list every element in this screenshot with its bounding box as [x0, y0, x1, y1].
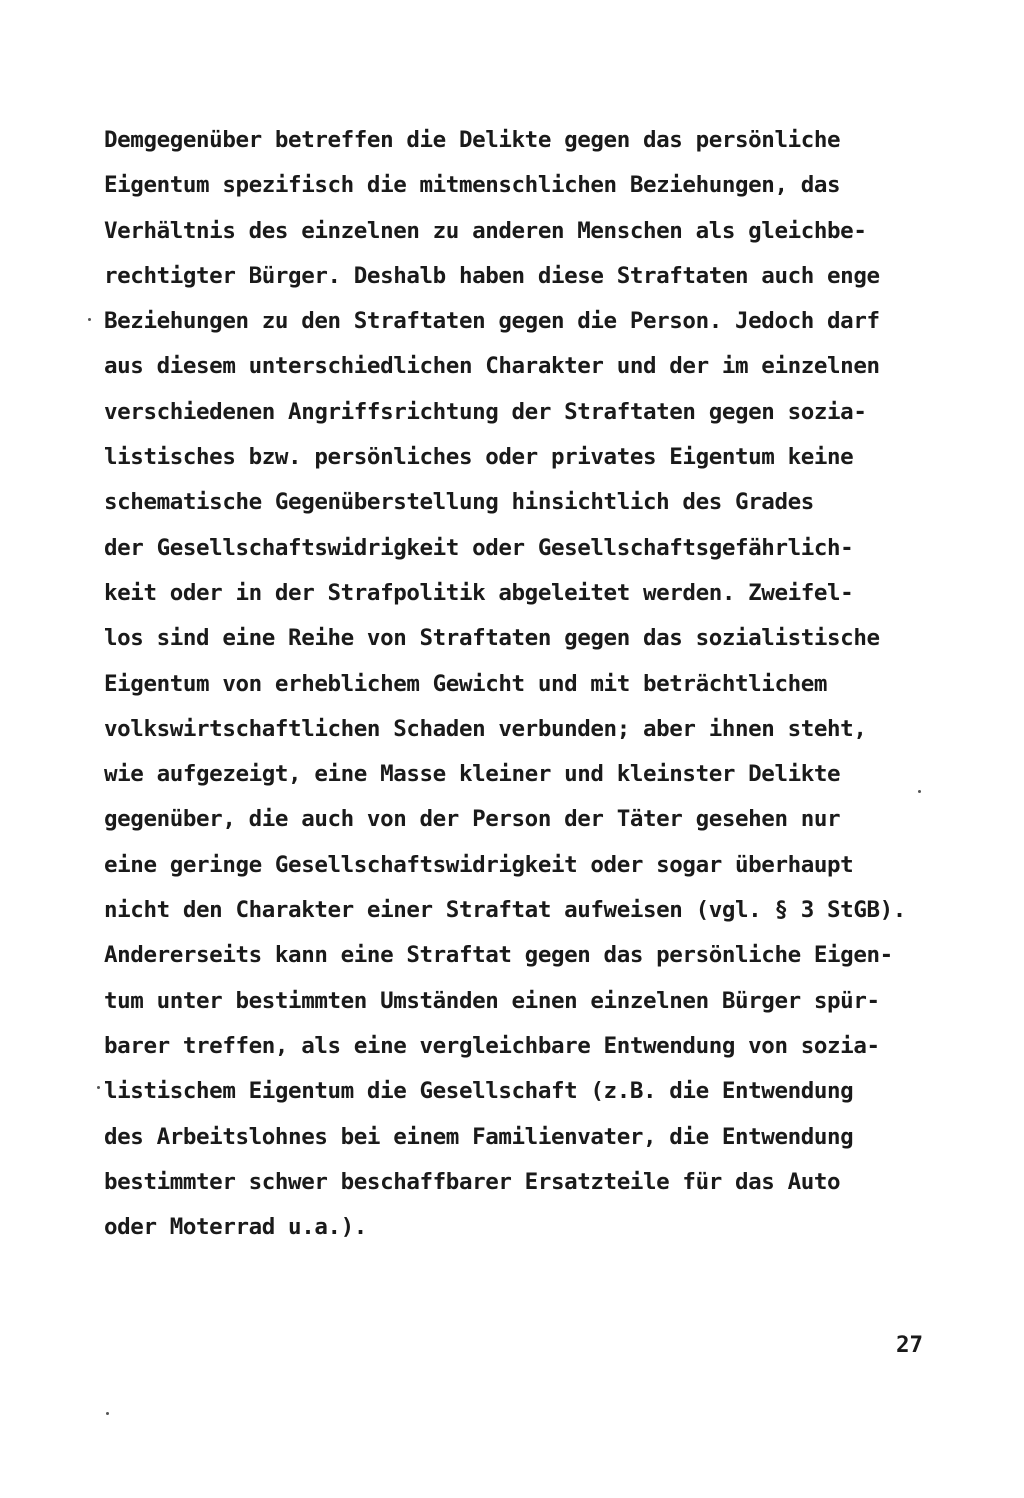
text-line: keit oder in der Strafpolitik abgeleitet werden. Zweifel-	[104, 579, 854, 606]
scan-speck	[106, 1412, 109, 1415]
text-line: aus diesem unterschiedlichen Charakter und der im einzelnen	[104, 353, 880, 380]
scan-speck	[918, 790, 921, 793]
text-line: schematische Gegenüberstellung hinsichtlich des Grades	[104, 489, 814, 516]
text-line: oder Moterrad u.a.).	[104, 1214, 367, 1241]
text-line: Beziehungen zu den Straftaten gegen die Person. Jedoch darf	[104, 308, 880, 335]
text-line: volkswirtschaftlichen Schaden verbunden; aber ihnen steht,	[104, 715, 867, 742]
text-line: listisches bzw. persönliches oder privates Eigentum keine	[104, 444, 854, 471]
text-line: barer treffen, als eine vergleichbare Entwendung von sozia-	[104, 1032, 880, 1059]
text-line: bestimmter schwer beschaffbarer Ersatzteile für das Auto	[104, 1168, 841, 1195]
text-line: des Arbeitslohnes bei einem Familienvater, die Entwendung	[104, 1123, 854, 1150]
text-line: Eigentum von erheblichem Gewicht und mit beträchtlichem	[104, 670, 828, 697]
text-line: Verhältnis des einzelnen zu anderen Menschen als gleichbe-	[104, 217, 867, 244]
text-line: der Gesellschaftswidrigkeit oder Gesellschaftsgefährlich-	[104, 534, 854, 561]
text-line: rechtigter Bürger. Deshalb haben diese Straftaten auch enge	[104, 262, 880, 289]
body-text	[104, 118, 964, 1250]
text-line: wie aufgezeigt, eine Masse kleiner und kleinster Delikte	[104, 761, 841, 788]
text-line: verschiedenen Angriffsrichtung der Straftaten gegen sozia-	[104, 398, 867, 425]
text-line: Demgegenüber betreffen die Delikte gegen das persönliche	[104, 127, 841, 153]
text-line: gegenüber, die auch von der Person der Täter gesehen nur	[104, 806, 841, 833]
text-line: Eigentum spezifisch die mitmenschlichen Beziehungen, das	[104, 172, 841, 199]
scan-speck	[88, 318, 91, 321]
text-line: listischem Eigentum die Gesellschaft (z.B. die Entwendung	[104, 1078, 854, 1105]
text-line: Andererseits kann eine Straftat gegen das persönliche Eigen-	[104, 942, 893, 969]
page-number: 27	[896, 1332, 924, 1358]
text-line: eine geringe Gesellschaftswidrigkeit oder sogar überhaupt	[104, 851, 854, 878]
text-line: nicht den Charakter einer Straftat aufweisen (vgl. § 3 StGB).	[104, 897, 906, 924]
text-line: tum unter bestimmten Umständen einen einzelnen Bürger spür-	[104, 987, 880, 1014]
scan-speck	[97, 1086, 100, 1089]
text-line: los sind eine Reihe von Straftaten gegen das sozialistische	[104, 625, 880, 652]
